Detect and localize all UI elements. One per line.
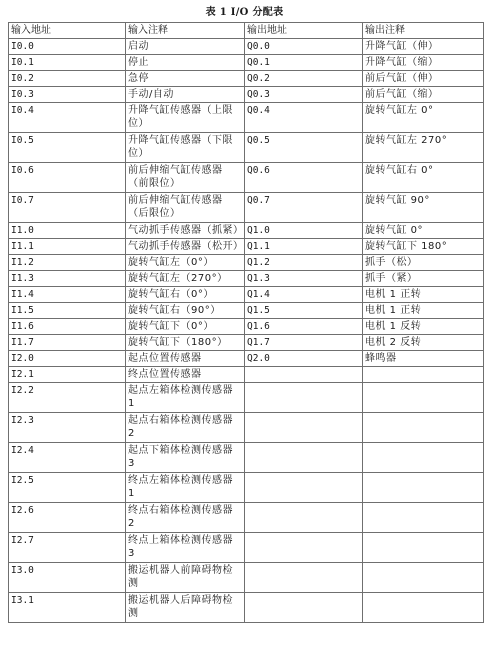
input-address-cell: I2.6	[9, 503, 126, 533]
table-row	[9, 503, 484, 533]
table-row	[9, 193, 484, 223]
input-address-cell: I1.0	[9, 223, 126, 239]
output-note-cell: 电机 1 反转	[363, 319, 484, 335]
output-address-cell	[245, 473, 363, 503]
table-row	[9, 533, 484, 563]
output-note-cell	[363, 593, 484, 623]
input-note-cell: 旋转气缸下（180°）	[126, 335, 245, 351]
input-address-cell: I2.3	[9, 413, 126, 443]
table-row	[9, 223, 484, 239]
input-note-cell: 搬运机器人后障碍物检测	[126, 593, 245, 623]
table-row	[9, 473, 484, 503]
input-address-cell: I0.6	[9, 163, 126, 193]
table-row	[9, 367, 484, 383]
table-title: 表 1 I/O 分配表	[205, 7, 284, 18]
output-address-cell: Q1.0	[245, 223, 363, 239]
header-output-address: 输出地址	[245, 23, 363, 39]
output-note-cell	[363, 443, 484, 473]
input-address-cell: I0.7	[9, 193, 126, 223]
input-note-cell: 前后伸缩气缸传感器（前限位）	[126, 163, 245, 193]
table-row	[9, 319, 484, 335]
output-note-cell: 升降气缸（伸）	[363, 39, 484, 55]
output-note-cell	[363, 383, 484, 413]
output-address-cell	[245, 367, 363, 383]
input-address-cell: I1.6	[9, 319, 126, 335]
input-note-cell: 搬运机器人前障碍物检测	[126, 563, 245, 593]
output-note-cell	[363, 503, 484, 533]
table-row	[9, 163, 484, 193]
output-address-cell: Q0.4	[245, 103, 363, 133]
output-address-cell	[245, 443, 363, 473]
input-note-cell: 气动抓手传感器（抓紧）	[126, 223, 245, 239]
input-note-cell: 启动	[126, 39, 245, 55]
header-output-note: 输出注释	[363, 23, 484, 39]
input-address-cell: I3.1	[9, 593, 126, 623]
table-row	[9, 55, 484, 71]
input-note-cell: 升降气缸传感器（上限位）	[126, 103, 245, 133]
input-note-cell: 起点右箱体检测传感器 2	[126, 413, 245, 443]
input-address-cell: I2.2	[9, 383, 126, 413]
input-note-cell: 终点右箱体检测传感器 2	[126, 503, 245, 533]
output-address-cell	[245, 383, 363, 413]
output-address-cell: Q0.2	[245, 71, 363, 87]
output-address-cell	[245, 533, 363, 563]
table-row	[9, 239, 484, 255]
table-row	[9, 255, 484, 271]
table-row	[9, 39, 484, 55]
output-address-cell	[245, 563, 363, 593]
input-address-cell: I1.7	[9, 335, 126, 351]
output-note-cell: 抓手（松）	[363, 255, 484, 271]
input-note-cell: 终点上箱体检测传感器 3	[126, 533, 245, 563]
table-row	[9, 303, 484, 319]
output-note-cell	[363, 367, 484, 383]
input-note-cell: 升降气缸传感器（下限位）	[126, 133, 245, 163]
table-row	[9, 351, 484, 367]
input-address-cell: I0.4	[9, 103, 126, 133]
input-address-cell: I0.1	[9, 55, 126, 71]
output-note-cell	[363, 563, 484, 593]
output-note-cell: 旋转气缸下 180°	[363, 239, 484, 255]
input-note-cell: 终点左箱体检测传感器 1	[126, 473, 245, 503]
input-address-cell: I2.7	[9, 533, 126, 563]
output-address-cell: Q1.6	[245, 319, 363, 335]
output-note-cell: 旋转气缸右 0°	[363, 163, 484, 193]
output-address-cell: Q2.0	[245, 351, 363, 367]
input-note-cell: 起点位置传感器	[126, 351, 245, 367]
input-address-cell: I1.3	[9, 271, 126, 287]
input-address-cell: I2.4	[9, 443, 126, 473]
input-address-cell: I2.0	[9, 351, 126, 367]
input-note-cell: 旋转气缸右（0°）	[126, 287, 245, 303]
output-note-cell	[363, 413, 484, 443]
output-note-cell: 抓手（紧）	[363, 271, 484, 287]
output-note-cell: 旋转气缸左 270°	[363, 133, 484, 163]
input-note-cell: 旋转气缸下（0°）	[126, 319, 245, 335]
input-note-cell: 旋转气缸左（270°）	[126, 271, 245, 287]
output-address-cell: Q0.3	[245, 87, 363, 103]
output-address-cell: Q1.7	[245, 335, 363, 351]
output-address-cell: Q0.1	[245, 55, 363, 71]
input-note-cell: 停止	[126, 55, 245, 71]
table-body	[9, 39, 484, 623]
output-address-cell: Q1.3	[245, 271, 363, 287]
input-note-cell: 手动/自动	[126, 87, 245, 103]
input-note-cell: 前后伸缩气缸传感器（后限位）	[126, 193, 245, 223]
output-note-cell: 电机 1 正转	[363, 303, 484, 319]
table-row	[9, 413, 484, 443]
output-address-cell: Q1.2	[245, 255, 363, 271]
output-note-cell: 蜂鸣器	[363, 351, 484, 367]
table-row	[9, 287, 484, 303]
output-address-cell: Q1.5	[245, 303, 363, 319]
output-note-cell: 旋转气缸左 0°	[363, 103, 484, 133]
table-row	[9, 593, 484, 623]
input-note-cell: 起点左箱体检测传感器 1	[126, 383, 245, 413]
input-address-cell: I0.5	[9, 133, 126, 163]
output-address-cell: Q1.4	[245, 287, 363, 303]
output-address-cell	[245, 503, 363, 533]
input-address-cell: I1.4	[9, 287, 126, 303]
input-address-cell: I0.3	[9, 87, 126, 103]
output-address-cell: Q0.6	[245, 163, 363, 193]
header-input-note: 输入注释	[126, 23, 245, 39]
output-note-cell: 电机 2 反转	[363, 335, 484, 351]
output-note-cell: 电机 1 正转	[363, 287, 484, 303]
input-note-cell: 旋转气缸左（0°）	[126, 255, 245, 271]
output-note-cell: 前后气缸（缩）	[363, 87, 484, 103]
table-row	[9, 103, 484, 133]
header-input-address: 输入地址	[9, 23, 126, 39]
input-note-cell: 起点下箱体检测传感器 3	[126, 443, 245, 473]
output-address-cell: Q1.1	[245, 239, 363, 255]
input-address-cell: I2.1	[9, 367, 126, 383]
output-note-cell: 前后气缸（伸）	[363, 71, 484, 87]
io-assignment-table	[8, 22, 484, 623]
table-header-row	[9, 23, 484, 39]
input-address-cell: I1.1	[9, 239, 126, 255]
input-address-cell: I3.0	[9, 563, 126, 593]
output-note-cell: 升降气缸（缩）	[363, 55, 484, 71]
input-address-cell: I1.5	[9, 303, 126, 319]
table-row	[9, 563, 484, 593]
input-address-cell: I2.5	[9, 473, 126, 503]
output-note-cell: 旋转气缸 0°	[363, 223, 484, 239]
input-address-cell: I1.2	[9, 255, 126, 271]
output-address-cell	[245, 413, 363, 443]
output-note-cell	[363, 533, 484, 563]
table-row	[9, 87, 484, 103]
input-note-cell: 旋转气缸右（90°）	[126, 303, 245, 319]
table-row	[9, 271, 484, 287]
table-row	[9, 443, 484, 473]
input-note-cell: 终点位置传感器	[126, 367, 245, 383]
input-address-cell: I0.2	[9, 71, 126, 87]
output-note-cell: 旋转气缸 90°	[363, 193, 484, 223]
input-note-cell: 急停	[126, 71, 245, 87]
table-row	[9, 335, 484, 351]
table-row	[9, 71, 484, 87]
output-address-cell: Q0.5	[245, 133, 363, 163]
output-address-cell	[245, 593, 363, 623]
output-address-cell: Q0.7	[245, 193, 363, 223]
table-row	[9, 133, 484, 163]
input-address-cell: I0.0	[9, 39, 126, 55]
table-row	[9, 383, 484, 413]
output-note-cell	[363, 473, 484, 503]
output-address-cell: Q0.0	[245, 39, 363, 55]
input-note-cell: 气动抓手传感器（松开）	[126, 239, 245, 255]
